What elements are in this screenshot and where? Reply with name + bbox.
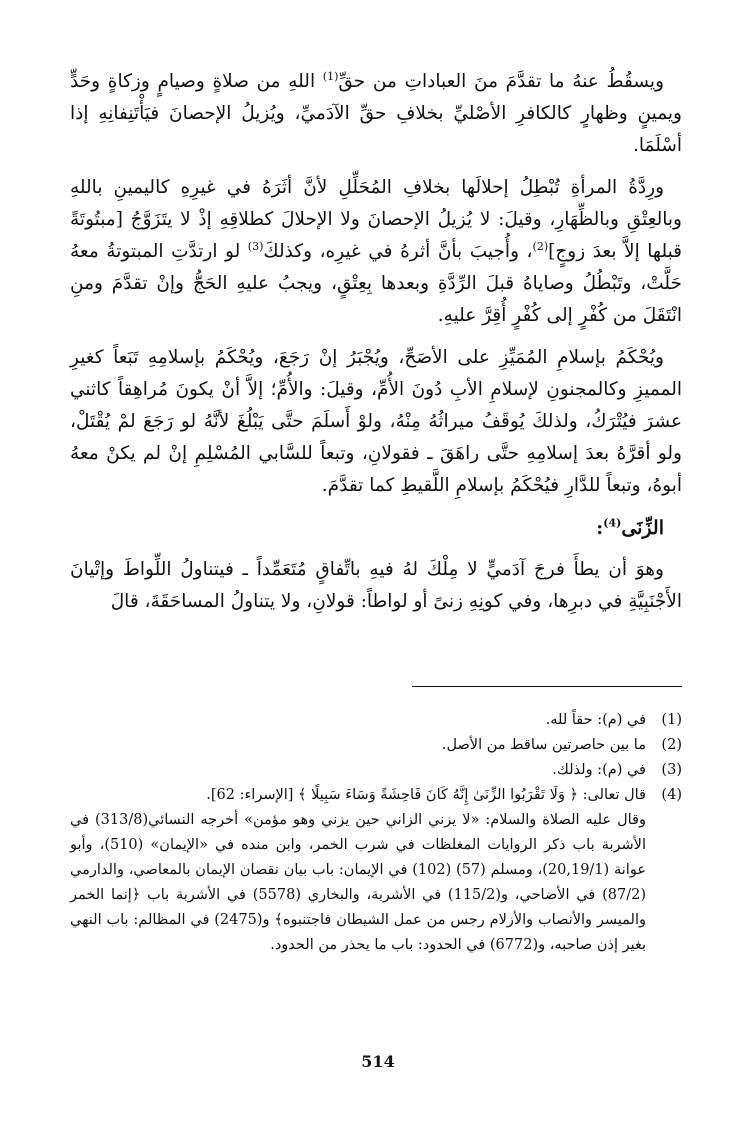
footnote-ref-2: (2): [532, 239, 549, 253]
footnote-number: (3): [661, 762, 682, 778]
footnote-separator: [412, 686, 682, 687]
paragraph-2-text-a: ورِدَّةُ المرأةِ تُبْطِلُ إحلالَها بخلافِ المُحَلِّلِ لأنَّ أثَرَهُ في غيرِهِ كاليمينِ باللهِ وبالعِتْقِ وبالظِّهَارِ، وقيلَ: لا يُزيلُ الإحصانَ ولا الإحلالَ كطلاقِهِ إذْ لا يتَزَوَّجُ [مبتُوتَةً قبلها إلاَّ بعدَ زوجٍ]: [70, 177, 682, 262]
footnote-4-continuation: وقال عليه الصلاة والسلام: «لا يزني الزاني حين يزني وهو مؤمن» أخرجه النسائي(313/8) في الأشربة باب ذكر الروايات المغلظات في شرب الخمر، وابن منده في «الإيمان» (510)، وأبو عوانة (20,19/1)، ومسلم (57) (102) في الإيمان: باب بيان نقصان الإيمان بالمعاصي، والدارمي (87/2) في الأضاحي، و(115/2) في الأشربة، والبخاري (5578) في الأشربة باب ﴿إنما الخمر والميسر والأنصاب والأزلام رجس من عمل الشيطان فاجتنبوه﴾ و(2475) في المظالم: باب النهي بغير إذن صاحبه، و(6772) في الحدود: باب ما يحذر من الحدود.: [70, 812, 647, 953]
footnote-text: ما بين حاصرتين ساقط من الأصل.: [441, 737, 646, 753]
paragraph-2-text-c: لو ارتدَّتِ المبتوتةُ معهُ حَلَّتْ، وتَبْطُلُ وصاياهُ قبلَ الرِّدَّةِ وبعدها بِعِتْقٍ، ويجبُ عليهِ الحَجُّ وإنْ تقدَّمَ ومنِ انْتَقَلَ من كُفْرٍ إلى كُفْرٍ أُقِرَّ عليهِ.: [70, 241, 682, 326]
footnote-text: في (م): ولذلك.: [552, 762, 646, 778]
footnote-number: (4): [661, 787, 682, 803]
footnote-ref-1: (1): [322, 69, 339, 83]
footnote-4: [70, 783, 682, 808]
main-text: [70, 66, 682, 628]
footnotes: [70, 708, 682, 958]
paragraph-4: وهوَ أن يطأَ فرجَ آدَميٍّ لا مِلْكَ لهُ فيهِ باتِّفاقٍ مُتَعَمِّداً ـ فيتناولُ اللِّواطَ وإتْيانَ الأَجْنَبِيَّةِ في دبرِها، وفي كونِهِ زنىً أو لواطاً: قولانِ، ولا يتناولُ المساحَقَةَ، قالَ: [70, 559, 682, 612]
page-number: 514: [361, 1052, 395, 1071]
section-heading-colon: :: [596, 517, 604, 539]
section-heading: [70, 512, 682, 544]
paragraph-3: ويُحْكَمُ بإسلامِ المُمَيِّزِ على الأصَحِّ، ويُجْبَرُ إنْ رَجَعَ، ويُحْكَمُ بإسلامِهِ تَبَعاً كغيرِ المميزِ وكالمجنونِ لإسلامِ الأبِ دُونَ الأُمِّ، وقيلَ: والأُمِّ؛ إلاَّ أنْ يكونَ مُراهِقاً كاثني عشرَ فيُتْرَكُ، ولذلكَ يُوقَفُ ميراثُهُ مِنْهُ، ولوْ أَسلَمَ حتَّى يَبْلُغَ لأنَّهُ لو رَجَعَ لمْ يُقْتَلْ، ولو أقرَّهُ بعدَ إسلامِهِ حتَّى راهَقَ ـ فقولانِ، وتبعاً للسَّابي المُسْلِمِ إنْ لم يكنْ معهُ أبوهُ، وتبعاً للدَّارِ فيُحْكَمُ بإسلامِ اللَّقيطِ كما تقدَّمَ.: [70, 347, 682, 496]
paragraph-1: [70, 66, 682, 162]
footnote-number: (2): [661, 737, 682, 753]
footnote-text: قال تعالى: ﴿ وَلَا تَقْرَبُوا الزِّنَىٰ إِنَّهُ كَانَ فَاحِشَةً وَسَاءَ سَبِيلًا ﴾ [الإسراء: 62].: [206, 787, 646, 803]
footnote-2: [70, 733, 682, 758]
footnote-3: [70, 758, 682, 783]
paragraph-1-text-b: اللهِ من صلاةٍ وصيامٍ وزكاةٍ وحَدٍّ ويمينٍ وظهارٍ كالكافرِ الأصْليِّ بخلافِ حقِّ الآدَميِّ، ويُزيلُ الإحصانَ فيَأْتَنِفانِهِ إذا أسْلَمَا.: [70, 71, 682, 156]
paragraph-2: [70, 172, 682, 332]
section-heading-text: الزِّنَى: [621, 517, 664, 539]
footnote-ref-3: (3): [247, 239, 264, 253]
footnote-1: [70, 708, 682, 733]
paragraph-2-text-b: ، وأُجيبَ بأنَّ أثرهُ في غيرِه، وكذلكَ: [263, 241, 533, 262]
footnote-ref-4: (4): [603, 516, 622, 530]
paragraph-1-text-a: ويسقُطُ عنهُ ما تقدَّمَ منَ العباداتِ من حقِّ: [338, 71, 665, 92]
footnote-number: (1): [661, 712, 682, 728]
footnote-text: في (م): حقاً لله.: [545, 712, 646, 728]
